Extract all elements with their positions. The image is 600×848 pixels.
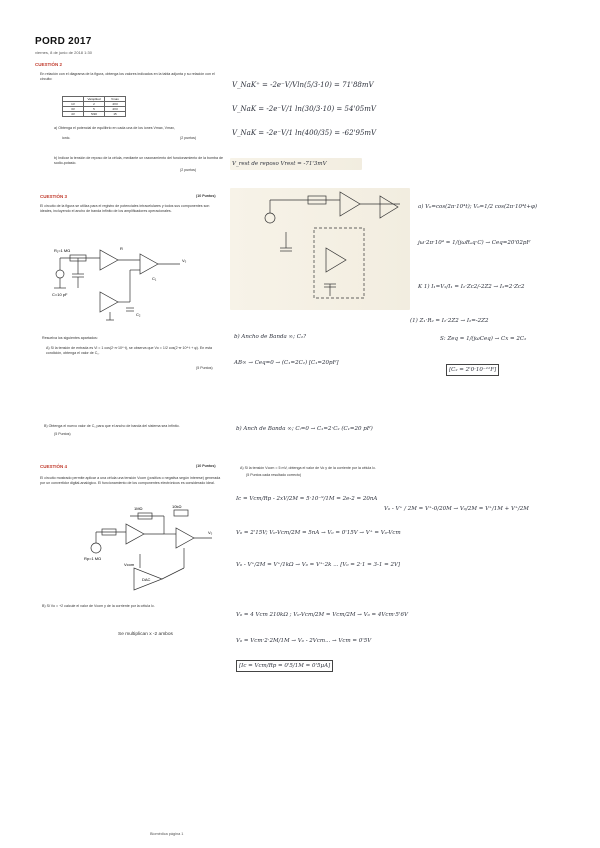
table-row — [63, 102, 126, 107]
q3-points: (10 Puntos) — [196, 194, 216, 198]
circuit-label-vcom: Vcom — [124, 562, 135, 567]
q4-handwriting-5: V₀ = 4 Vcm 210kΩ ; V₀-Vcm/2M = Vcm/2M → V₀ = 4Vcm·5'6V — [236, 612, 408, 618]
q4-handwriting-2: V₀ - V⁺ / 2M = V⁺-0/20M → V₀/2M = V⁺/1M + V⁺/2M — [384, 506, 529, 512]
q2-intro: En relación con el diagrama de la figura, obtenga los valores indicados en la tabla adjunta y su relación con el circuito: — [40, 72, 215, 82]
q3-handwriting-5: S: Zeq = 1/(jωCeq) → Cx = 2C₂ — [440, 336, 527, 342]
circuit-label-10k: 10kΩ — [172, 504, 182, 509]
q4-note: Se multiplican x -2 ambos — [118, 632, 173, 637]
q3-item-b: B) Obtenga el nuevo valor de C₁ para que el ancho de banda del sistema sea infinito. — [44, 424, 180, 428]
q4-handwriting-3: V₀ = 2'15V; V₀-Vcm/2M = 5nA → V₀ = 0'15V → V⁺ = V₀-Vcm — [236, 530, 401, 536]
q3-handwriting-b: b) Ancho de Banda ∞; C₂? — [234, 334, 307, 340]
table-row — [63, 107, 126, 112]
circuit-label-c1: C₁ — [152, 276, 157, 281]
q3-item-a-points: (5 Puntos) — [196, 366, 213, 370]
q2-item-b: b) Indicar la tensión de reposo de la célula, mediante un razonamiento del funcionamiento de la bomba de sodio-potasio. — [54, 156, 224, 166]
q4-handwriting-result: [Ic = Vcm/Rp = 0'5/1M = 0'5μA] — [236, 660, 333, 672]
q3-handwritten-circuit-photo — [230, 188, 410, 310]
q2-item-b-points: (2 puntos) — [180, 168, 197, 172]
table-cell: 4V3 — [105, 102, 126, 107]
table-cell: 2 — [84, 102, 105, 107]
table-row — [63, 112, 126, 117]
q3-handwriting-1: a) V₀=cos(2π·10⁴t); V₀=1/2 cos(2π·10⁴t+φ) — [418, 204, 537, 210]
circuit-label-r1: R₁=1 MΩ — [54, 248, 71, 253]
q2-item-a-cont: ionic. — [62, 136, 71, 140]
q2-table — [62, 96, 126, 117]
q4-circuit-diagram — [84, 504, 224, 594]
q2-item-a: a) Obtenga el potencial de equilibrio en cada una de los iones Vmax, Vmax, — [54, 126, 175, 130]
table-cell: Vmax — [105, 97, 126, 102]
circuit-label-rp: Rp=1 MΩ — [84, 556, 102, 561]
q4-handwriting-6: V₀ = Vcm·2·2M/1M → V₀ - 2Vcm... → Vcm = 0'5V — [236, 638, 372, 644]
page-title: PORD 2017 — [35, 36, 92, 47]
q3-intro: El circuito de la figura se utiliza para el registro de potenciales intracelulares y todos sus componentes son ideales, incluyendo el ancho de banda infinito de los amplificadores operacionales. — [40, 204, 210, 214]
q2-heading: CUESTIÓN 2 — [35, 62, 63, 67]
q2-handwriting-2: V_NaK = -2e⁻V/1 ln(30/3·10) = 54'05mV — [232, 105, 376, 113]
table-cell: 4V3 — [105, 107, 126, 112]
q2-handwriting-3: V_NaK = -2e⁻V/1 ln(400/35) = -62'95mV — [232, 129, 377, 137]
page-date: viernes, 8 de junio de 2018 1:30 — [35, 50, 92, 55]
q4-handwriting-1: Ic = Vcm/Rp - 2xV/2M = 5·10⁻⁹/1M = 2e-2 = 20nA — [236, 496, 378, 502]
q3-items-label: Resuelva los siguientes apartados: — [42, 336, 98, 340]
q2-handwriting-b: V_rest de reposo Vrest = -71'3mV — [230, 158, 362, 170]
table-cell: Vamplitud — [84, 97, 105, 102]
q3-item-a: A) Si la tensión de entrada es Vi = 1 cos(2·π·10⁴·t), se observa que Vo = 1/2 cos(2·π·10⁴·t + φ). En esta condición, obtenga el valor de C₁. — [46, 346, 213, 356]
page-footer: Biomédica página 1 — [150, 832, 184, 836]
q3-item-b-points: (5 Puntos) — [54, 432, 71, 436]
circuit-label-c2: C₂ — [136, 312, 141, 317]
q3-handwriting-result: [C₂ = 2'0·10⁻¹¹F] — [446, 364, 499, 376]
q3-handwriting-c: b) Anch de Banda ∞; Cᵢ=0 → C₁=2·C₂ (C₁=20 pF) — [236, 426, 373, 432]
q4-item-a-points: (5 Puntos cada resultado correcto) — [246, 473, 302, 477]
table-cell: 4V — [63, 112, 84, 117]
q3-handwriting-2: jω·2π·10⁴ = 1/(jωRₑq·C) → Ceq=20'02pF — [418, 240, 531, 246]
q4-handwriting-4: V₀ - V⁺/2M = V⁺/1kΩ → V₀ = V⁺·2k ... [V₀ = 2·1 = 3-1 = 2V] — [236, 562, 401, 568]
table-cell: 1V — [63, 102, 84, 107]
q4-intro: El circuito mostrado permite aplicar a una célula una tensión Vcom (positiva o negativa según interese) generada por un convertidor digital-analógico. El funcionamiento de los componentes electrónicos es considerado ideal. — [40, 476, 221, 486]
q4-item-a: A) Si la tensión Vcom = 5 mV, obtenga el valor de Vo y de la corriente por la célula Ic. — [240, 466, 377, 470]
q3-handwriting-3: K 1) I₁=V₂/I₁ = I₂·Zc2/-2Z2 → I₂=2·Zc2 — [418, 284, 525, 290]
q3-handwriting-4: (1) Z₁·R₂ = I₂·2Z2 → I₂=-2Z2 — [410, 318, 489, 324]
table-cell: 5 — [84, 107, 105, 112]
q3-handwritten-circuit — [230, 188, 410, 310]
q4-heading: CUESTIÓN 4 — [40, 464, 68, 469]
q3-circuit-diagram — [40, 236, 190, 326]
circuit-label-v0: V₀ — [208, 530, 213, 535]
q4-item-b: B) Si Vo = +2 calcule el valor de Vcom y de la corriente por la célula Ic. — [42, 604, 155, 608]
circuit-label-c: C=10 pF — [52, 292, 68, 297]
circuit-label-v0: V₀ — [182, 258, 187, 263]
table-cell: 15 — [105, 112, 126, 117]
q3-handwriting-b2: AB∞ → Ceq=0 → (C₁=2C₂) [C₁=20pF] — [234, 360, 339, 366]
q2-handwriting-1: V_NaK⁺ = -2e⁻V/Vln(5/3·10) = 71'88mV — [232, 81, 374, 89]
table-cell: 3V — [63, 107, 84, 112]
circuit-label-1m: 1MΩ — [134, 506, 143, 511]
circuit-label-dac: DAC — [142, 577, 151, 582]
q3-heading: CUESTIÓN 3 — [40, 194, 68, 199]
table-cell: 5/20 — [84, 112, 105, 117]
q2-item-a-points: (2 puntos) — [180, 136, 197, 140]
q4-points: (10 Puntos) — [196, 464, 216, 468]
circuit-label-r: R — [120, 246, 123, 251]
